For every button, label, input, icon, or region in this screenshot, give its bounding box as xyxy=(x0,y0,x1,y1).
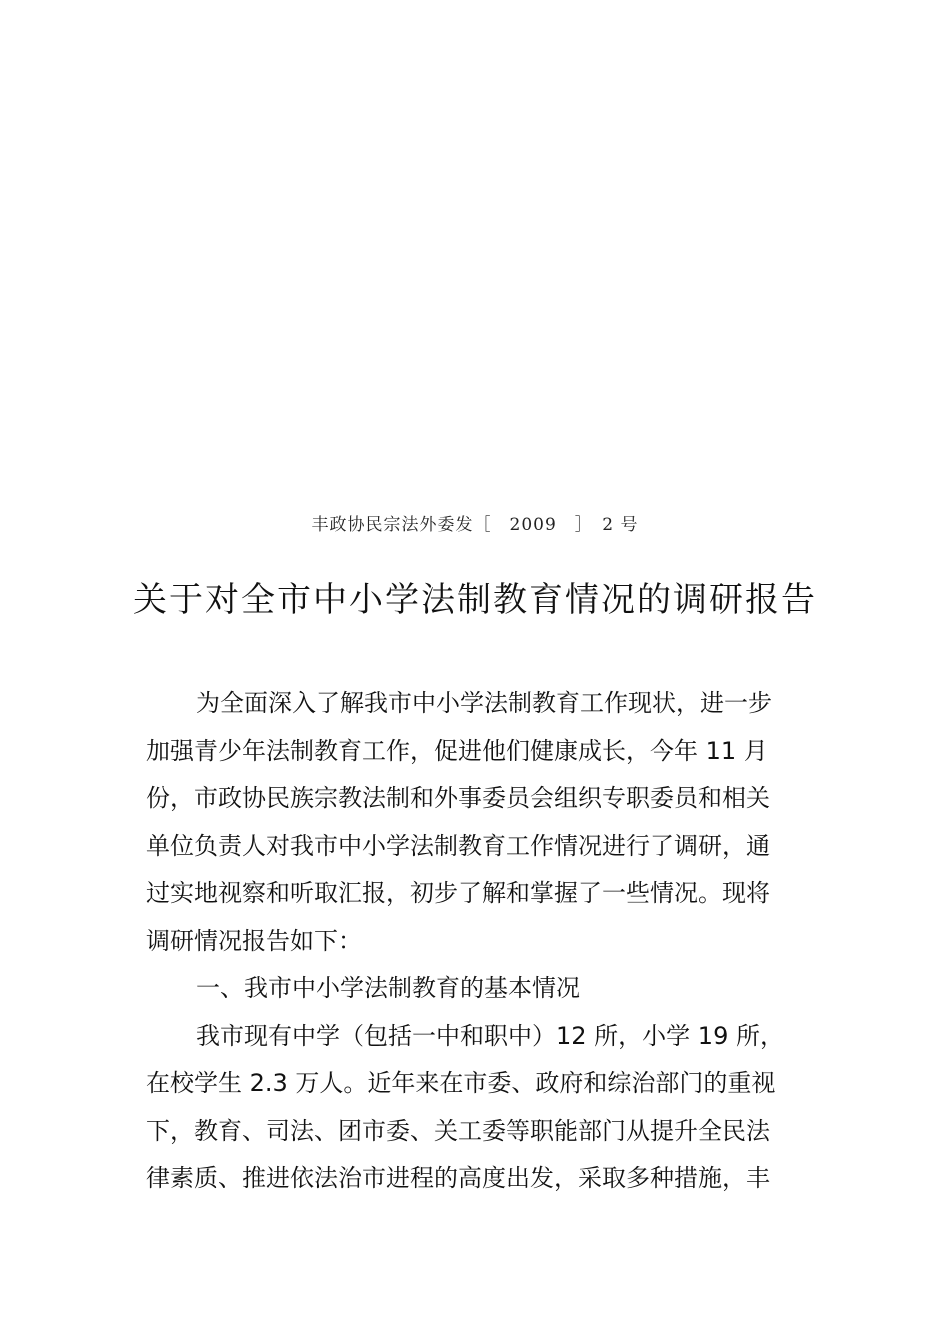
text-line: 加强青少年法制教育工作，促进他们健康成长，今年 11 月 xyxy=(146,736,768,765)
paragraph-intro xyxy=(146,680,811,965)
document-number: 丰政协民宗法外委发［ 2009 ］ 2 号 xyxy=(311,515,639,535)
text-line: 调研情况报告如下： xyxy=(146,926,362,955)
text-line: 律素质、推进依法治市进程的高度出发，采取多种措施，丰 xyxy=(146,1164,770,1192)
text-line: 为全面深入了解我市中小学法制教育工作现状，进一步 xyxy=(196,689,772,717)
document-title: 关于对全市中小学法制教育情况的调研报告 xyxy=(133,580,817,620)
text-line: 过实地视察和听取汇报，初步了解和掌握了一些情况。现将 xyxy=(146,879,770,907)
text-line: 单位负责人对我市中小学法制教育工作情况进行了调研，通 xyxy=(146,831,770,860)
text-line: 下，教育、司法、团市委、关工委等职能部门从提升全民法 xyxy=(146,1116,770,1145)
text-line: 我市现有中学（包括一中和职中）12 所，小学 19 所， xyxy=(196,1021,784,1050)
paragraph-basic-situation xyxy=(146,1013,811,1203)
document-body xyxy=(146,680,811,1203)
text-line: 份，市政协民族宗教法制和外事委员会组织专职委员和相关 xyxy=(146,784,770,812)
text-line: 在校学生 2.3 万人。近年来在市委、政府和综治部门的重视 xyxy=(146,1069,776,1097)
text-line: 一、我市中小学法制教育的基本情况 xyxy=(196,974,580,1002)
section-heading xyxy=(146,965,811,1013)
